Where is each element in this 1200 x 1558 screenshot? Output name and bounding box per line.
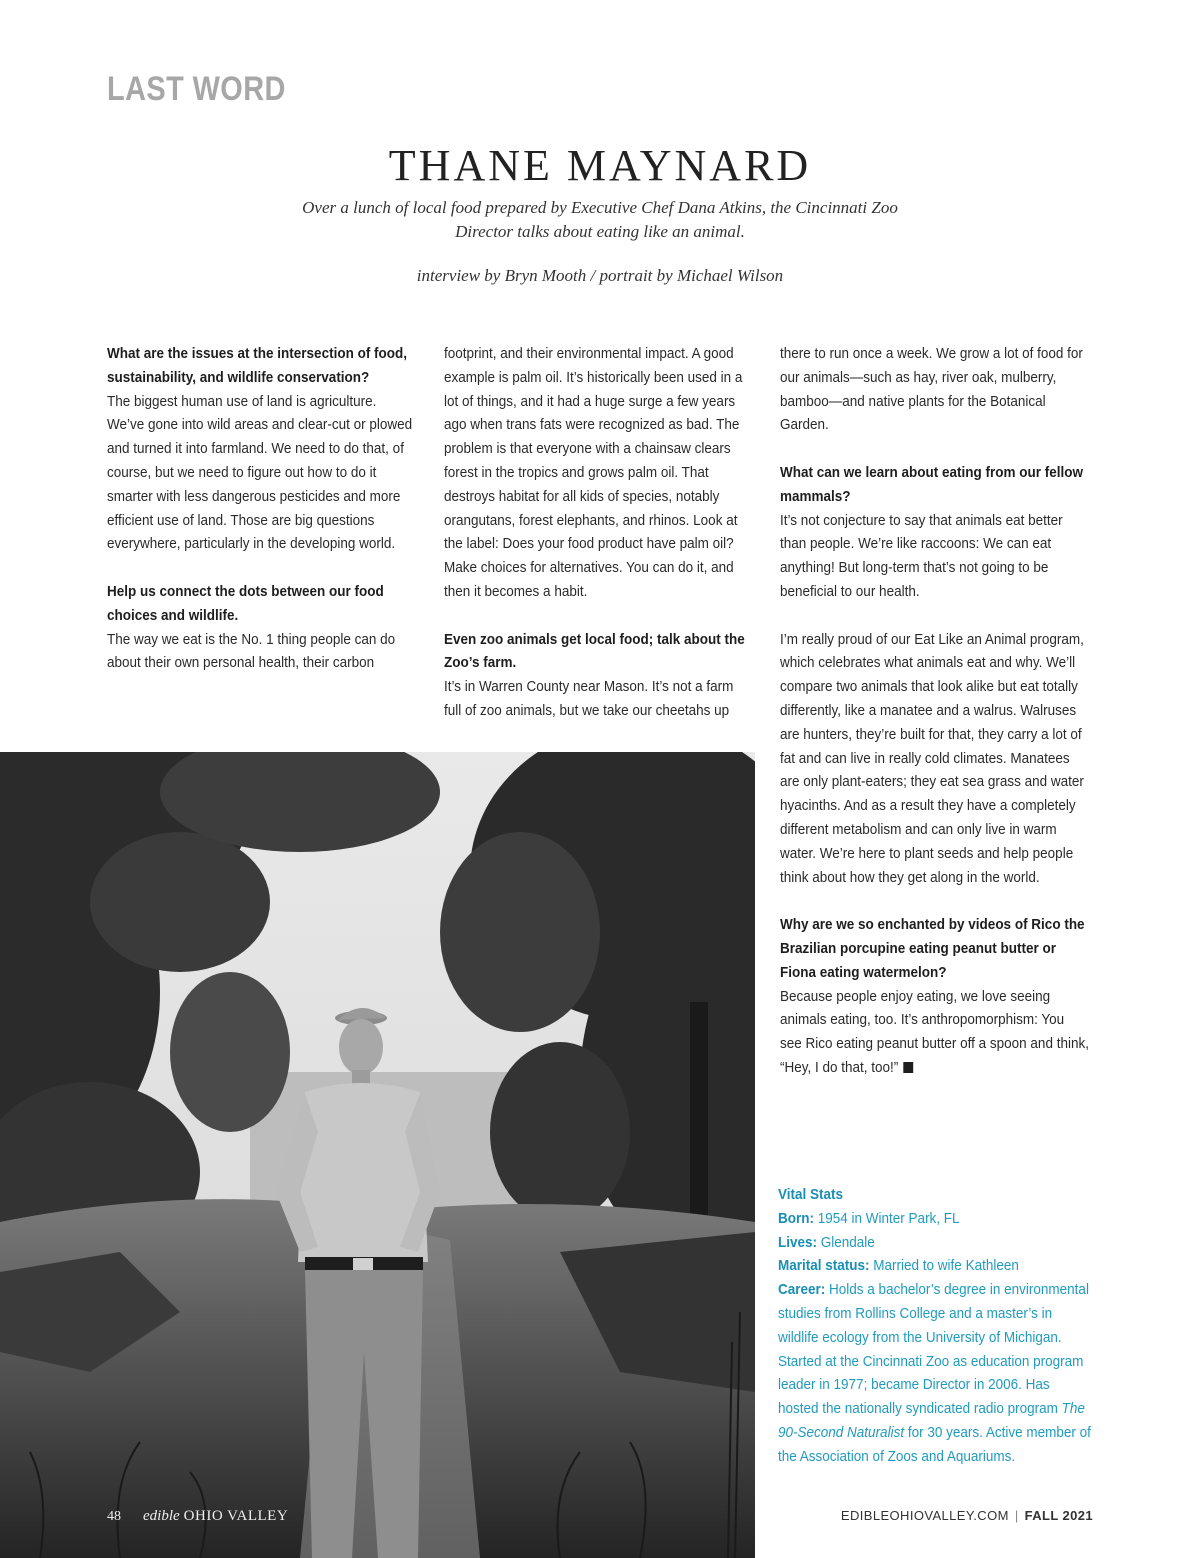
vital-stats-heading: Vital Stats (778, 1186, 844, 1203)
born-label: Born: (778, 1209, 814, 1227)
question-4: What can we learn about eating from our fellow mammals? (780, 463, 1084, 505)
end-mark-icon (904, 1062, 914, 1073)
issue-date: FALL 2021 (1024, 1508, 1093, 1523)
marital-value: Married to wife Kathleen (873, 1257, 1019, 1275)
article-title: THANE MAYNARD (388, 141, 812, 190)
folio-left (107, 1508, 288, 1525)
portrait-photo (0, 752, 755, 1558)
answer-4-continued: I’m really proud of our Eat Like an Animal program, which celebrates what animals eat and why. We’ll compare two animals that look alike but eat totally differently, like a manatee and a walrus. Walruses are hunters, they’re built for that, they carry a lot of fat and can live in really cold climates. Manatees are only plant-eaters; they eat sea grass and water hyacinths. And as a result they have a completely different metabolism and can only live in warm water. We’re here to plant seeds and help people think about how they get along in the world. (780, 630, 1084, 886)
answer-1: The biggest human use of land is agriculture. We’ve gone into wild areas and clear-cut or plowed and turned it into farmland. We need to do that, of course, but we need to figure out how to do it smarter with less dangerous pesticides and more efficient use of land. Those are big questions everywhere, particularly in the developing world. (107, 392, 413, 553)
answer-2: The way we eat is the No. 1 thing people can do about their own personal health, their carbon (107, 630, 396, 672)
article-dek: Over a lunch of local food prepared by Executive Chef Dana Atkins, the Cincinnati Zoo Director talks about eating like an animal. (302, 198, 898, 241)
born-value: 1954 in Winter Park, FL (817, 1209, 960, 1227)
answer-5-block (780, 985, 1090, 1080)
answer-4: It’s not conjecture to say that animals eat better than people. We’re like raccoons: We can eat anything! But long-term that’s not going to be beneficial to our health. (780, 511, 1063, 600)
website: EDIBLEOHIOVALLEY.COM (840, 1508, 1009, 1523)
question-5: Why are we so enchanted by videos of Rico the Brazilian porcupine eating peanut butter or Fiona eating watermelon? (780, 916, 1085, 981)
answer-5: Because people enjoy eating, we love seeing animals eating, too. It’s anthropomorphism: You see Rico eating peanut butter off a spoon and think, “Hey, I do that, too!” (780, 987, 1089, 1076)
section-label: LAST WORD (107, 70, 286, 108)
page-number: 48 (107, 1509, 121, 1524)
answer-2-continued: footprint, and their environmental impact. A good example is palm oil. It’s historically been used in a lot of things, and it had a huge surge a few years ago when trans fats were recognized as bad. The problem is that everyone with a chainsaw clears forest in the tropics and grows palm oil. That destroys habitat for all kids of species, notably orangutans, forest elephants, and rhinos. Look at the label: Does your food product have palm oil? Make choices for alternatives. You can do it, and then it becomes a habit. (444, 345, 743, 600)
career-program-title: The 90-Second Naturalist (778, 1400, 1085, 1441)
column-1 (107, 342, 451, 675)
answer-3: It’s in Warren County near Mason. It’s not a farm full of zoo animals, but we take our cheetahs up (444, 678, 734, 719)
brand-region: OHIO VALLEY (183, 1508, 289, 1524)
lives-label: Lives: (778, 1233, 818, 1251)
column-2 (444, 342, 788, 723)
question-3: Even zoo animals get local food; talk about the Zoo’s farm. (444, 630, 745, 672)
portrait-illustration (0, 752, 755, 1558)
brand-edible: edible (143, 1508, 180, 1524)
marital-label: Marital status: (778, 1257, 870, 1275)
folio-separator: | (1014, 1508, 1019, 1523)
career-label: Career: (778, 1281, 826, 1299)
career-text-end: for 30 years. Active member of the Association of Zoos and Aquariums. (778, 1423, 1091, 1465)
column-3 (780, 342, 1124, 1080)
question-2: Help us connect the dots between our food choices and wildlife. (107, 582, 384, 624)
folio-right (841, 1508, 1093, 1523)
career-text: Holds a bachelor’s degree in environmental studies from Rollins College and a master’s in wildlife ecology from the University of Michigan. Started at the Cincinnati Zoo as education program leader in 1977; became Director in 2006. Has hosted the nationally syndicated radio program (778, 1281, 1089, 1418)
byline: interview by Bryn Mooth / portrait by Michael Wilson (416, 266, 784, 285)
vital-stats-box (778, 1183, 1128, 1469)
question-1: What are the issues at the intersection of food, sustainability, and wildlife conservation? (107, 345, 408, 386)
answer-3-continued: there to run once a week. We grow a lot of food for our animals—such as hay, river oak, mulberry, bamboo—and native plants for the Botanical Garden. (780, 345, 1083, 434)
lives-value: Glendale (820, 1233, 875, 1251)
